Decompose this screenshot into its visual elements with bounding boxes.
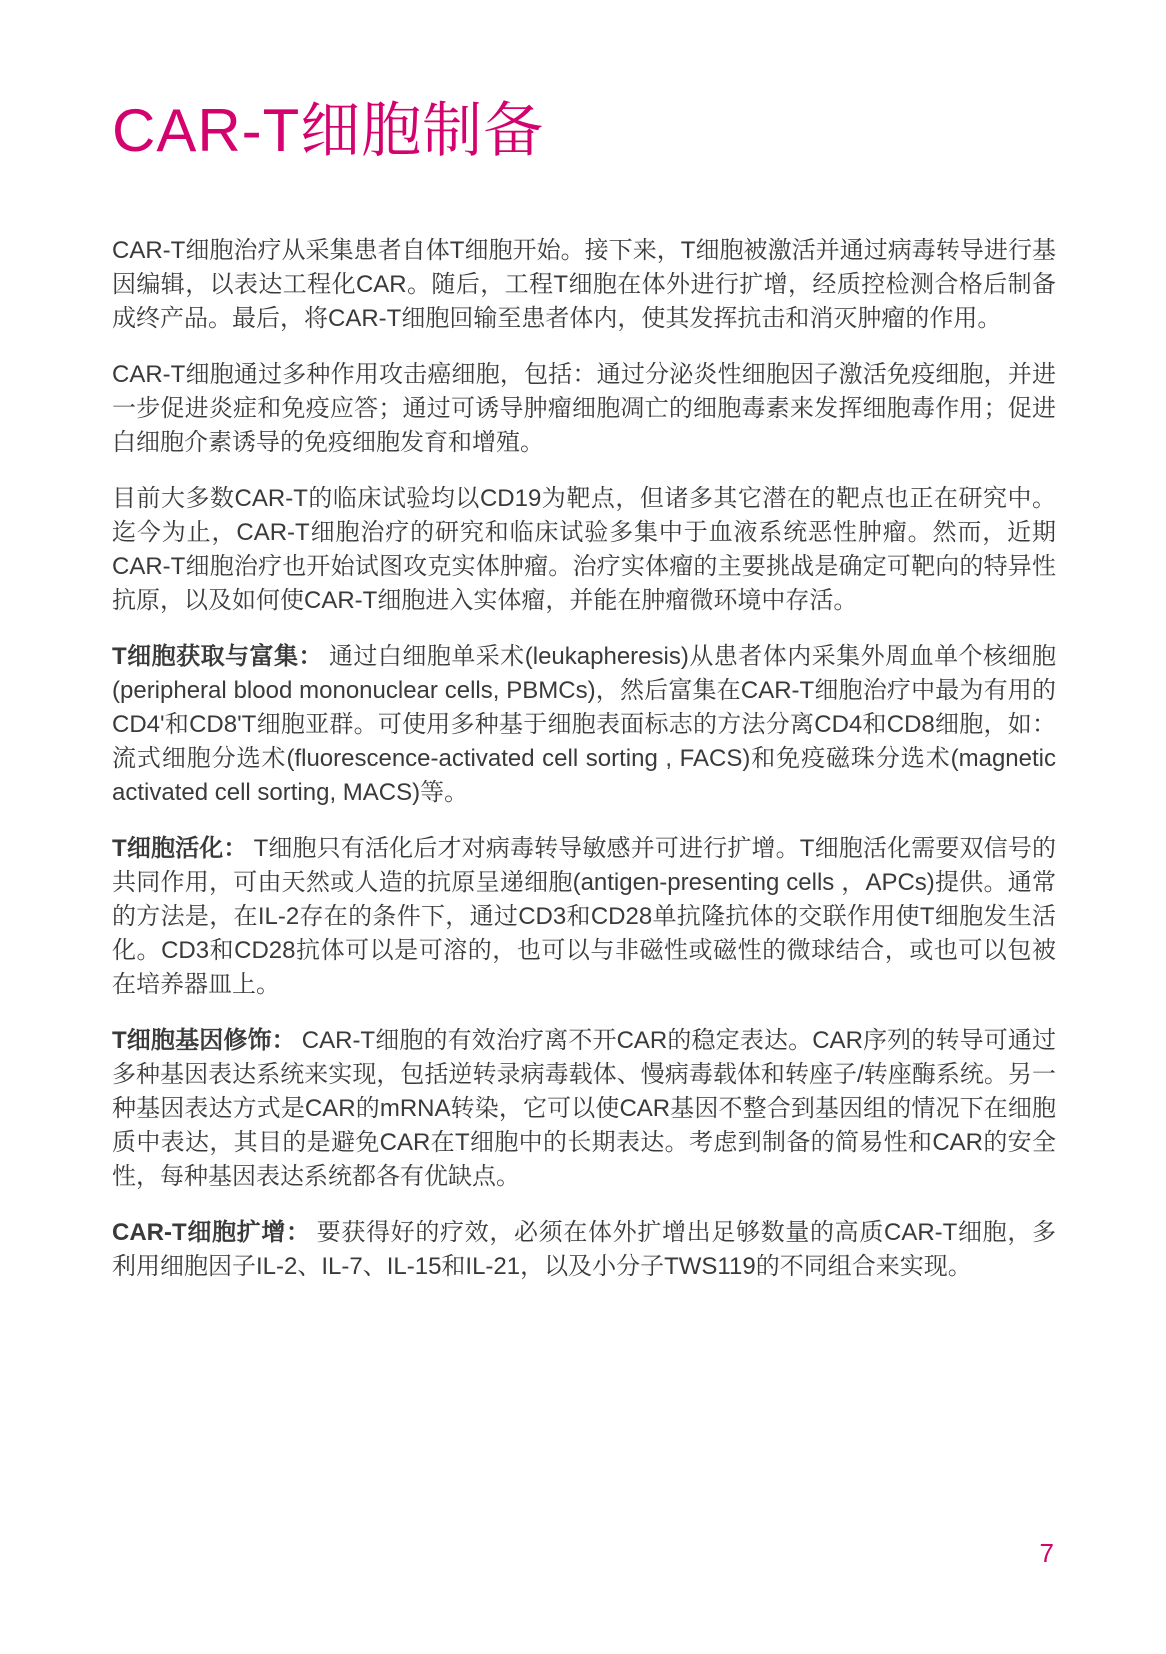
paragraph-lead: T细胞获取与富集：	[112, 643, 323, 670]
paragraph-tcell-enrichment	[112, 640, 1056, 810]
page-number: 7	[1039, 1538, 1054, 1568]
paragraph-lead: T细胞基因修饰：	[112, 1027, 296, 1054]
paragraph-targets	[112, 482, 1056, 618]
paragraph-cart-expansion	[112, 1216, 1056, 1284]
paragraph-mechanism	[112, 358, 1056, 460]
paragraph-text: 要获得好的疗效，必须在体外扩增出足够数量的高质CAR-T细胞，多利用细胞因子IL-2、IL-7、IL-15和IL-21，以及小分子TWS119的不同组合来实现。	[112, 1219, 1056, 1280]
page-title: CAR-T细胞制备	[112, 97, 545, 164]
paragraph-text: CAR-T细胞的有效治疗离不开CAR的稳定表达。CAR序列的转导可通过多种基因表达系统来实现，包括逆转录病毒载体、慢病毒载体和转座子/转座酶系统。另一种基因表达方式是CAR的mRNA转染，它可以使CAR基因不整合到基因组的情况下在细胞质中表达，其目的是避免CAR在T细胞中的长期表达。考虑到制备的简易性和CAR的安全性，每种基因表达系统都各有优缺点。	[112, 1027, 1056, 1190]
paragraph-gene-modification	[112, 1024, 1056, 1194]
paragraph-text: 通过白细胞单采术(leukapheresis)从患者体内采集外周血单个核细胞(peripheral blood mononuclear cells, PBMCs)，然后富集在CAR-T细胞治疗中最为有用的CD4'和CD8'T细胞亚群。可使用多种基于细胞表面标志的方法分离CD4和CD8细胞，如：流式细胞分选术(fluorescence-activated cell sorting , FACS)和免疫磁珠分选术(magnetic activated cell sorting, MACS)等。	[112, 643, 1056, 806]
paragraph-text: CAR-T细胞通过多种作用攻击癌细胞，包括：通过分泌炎性细胞因子激活免疫细胞，并进一步促进炎症和免疫应答；通过可诱导肿瘤细胞凋亡的细胞毒素来发挥细胞毒作用；促进白细胞介素诱导的免疫细胞发育和增殖。	[112, 361, 1056, 456]
paragraph-tcell-activation	[112, 832, 1056, 1002]
paragraph-text: T细胞只有活化后才对病毒转导敏感并可进行扩增。T细胞活化需要双信号的共同作用，可由天然或人造的抗原呈递细胞(antigen-presenting cells ，APCs)提供。通常的方法是，在IL-2存在的条件下，通过CD3和CD28单抗隆抗体的交联作用使T细胞发生活化。CD3和CD28抗体可以是可溶的，也可以与非磁性或磁性的微球结合，或也可以包被在培养器皿上。	[112, 835, 1056, 998]
paragraph-lead: CAR-T细胞扩增：	[112, 1219, 311, 1246]
paragraph-lead: T细胞活化：	[112, 835, 248, 862]
paragraph-intro	[112, 234, 1056, 336]
paragraph-text: CAR-T细胞治疗从采集患者自体T细胞开始。接下来，T细胞被激活并通过病毒转导进行基因编辑，以表达工程化CAR。随后，工程T细胞在体外进行扩增，经质控检测合格后制备成终产品。最后，将CAR-T细胞回输至患者体内，使其发挥抗击和消灭肿瘤的作用。	[112, 237, 1056, 332]
paragraph-text: 目前大多数CAR-T的临床试验均以CD19为靶点，但诸多其它潜在的靶点也正在研究中。迄今为止，CAR-T细胞治疗的研究和临床试验多集中于血液系统恶性肿瘤。然而，近期CAR-T细胞治疗也开始试图攻克实体肿瘤。治疗实体瘤的主要挑战是确定可靶向的特异性抗原，以及如何使CAR-T细胞进入实体瘤，并能在肿瘤微环境中存活。	[112, 485, 1056, 614]
